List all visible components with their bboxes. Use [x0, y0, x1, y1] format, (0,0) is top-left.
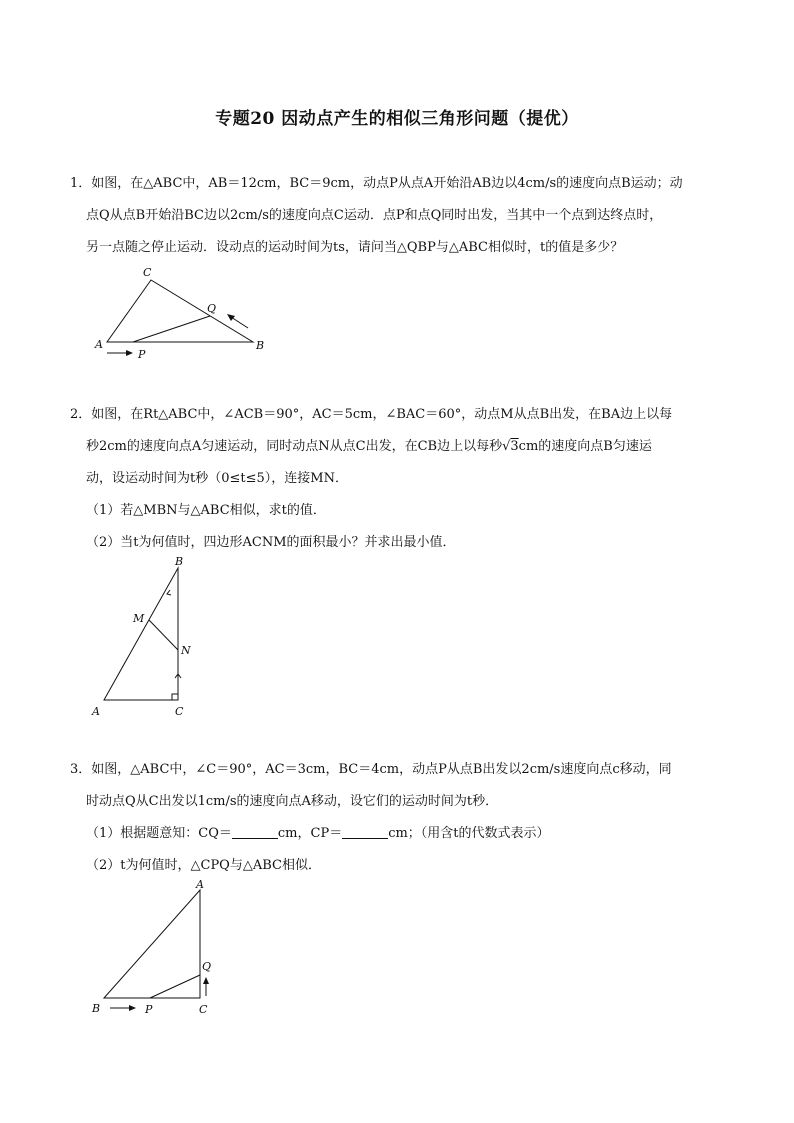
subquestion: cm，CP＝	[277, 826, 343, 841]
arrowhead-icon	[203, 977, 209, 984]
subquestion: cm；（用含t的代数式表示）	[388, 826, 550, 841]
arrowhead-icon	[129, 1005, 136, 1011]
label-p: P	[138, 348, 146, 361]
figure-1-triangle	[85, 262, 275, 362]
problem-text-line: 时动点Q从C出发以1cm/s的速度向点A移动，设它们的运动时间为t秒．	[86, 794, 499, 809]
problem-number: 1．	[70, 176, 92, 191]
label-b: B	[175, 555, 184, 568]
segment-pq	[133, 316, 210, 342]
triangle-abc	[107, 280, 253, 342]
figure-3-triangle	[88, 876, 228, 1022]
problem-text-line: 点Q从点B开始沿BC边以2cm/s的速度向点C运动．点P和点Q同时出发，当其中一个点到达终点时，	[86, 208, 663, 223]
label-m: M	[133, 612, 145, 625]
label-c: C	[199, 1003, 208, 1016]
label-a: A	[196, 878, 204, 891]
label-a: A	[95, 338, 103, 351]
arrowhead-icon	[126, 350, 133, 356]
problem-number: 2．	[70, 407, 92, 422]
arrow-m-icon	[167, 590, 171, 595]
arrowhead-icon	[227, 314, 235, 321]
problem-text-line: cm的速度向点B匀速运	[518, 439, 652, 454]
segment-pq	[150, 975, 200, 998]
label-c: C	[143, 266, 152, 279]
subquestion: （1）根据题意知：CQ＝	[86, 826, 232, 841]
problem-text-line: 如图，在△ABC中，AB＝12cm，BC＝9cm，动点P从点A开始沿AB边以4cm/s的速度向点B运动；动	[91, 176, 683, 191]
problem-text-line: 如图，在Rt△ABC中，∠ACB＝90°，AC＝5cm，∠BAC＝60°，动点M从点B出发，在BA边上以每	[91, 407, 673, 422]
page-title: 专题20 因动点产生的相似三角形问题（提优）	[215, 109, 579, 129]
sqrt-symbol: √	[502, 439, 511, 454]
problem-text-line: 如图，△ABC中，∠C＝90°，AC＝3cm，BC＝4cm，动点P从点B出发以2cm/s速度向点c移动，同	[91, 762, 672, 777]
label-p: P	[145, 1003, 153, 1016]
sqrt-radicand: 3	[510, 439, 519, 454]
label-b: B	[92, 1002, 101, 1015]
subquestion: （1）若△MBN与△ABC相似，求t的值．	[86, 503, 326, 518]
problem-text-line: 秒2cm的速度向点A匀速运动，同时动点N从点C出发，在CB边上以每秒	[86, 439, 503, 454]
arrow-q-icon	[231, 317, 248, 328]
label-a: A	[92, 705, 100, 718]
label-q: Q	[207, 302, 217, 315]
right-angle-mark-icon	[172, 694, 178, 700]
problem-number: 3．	[70, 762, 92, 777]
answer-blank-cq[interactable]	[232, 826, 278, 839]
answer-blank-cp[interactable]	[342, 826, 388, 839]
subquestion: （2）当t为何值时，四边形ACNM的面积最小？并求出最小值．	[86, 535, 456, 550]
label-n: N	[181, 644, 191, 657]
subquestion: （2）t为何值时，△CPQ与△ABC相似．	[86, 858, 321, 873]
triangle-abc	[104, 568, 178, 700]
label-b: B	[256, 339, 265, 352]
problem-text-line: 动，设运动时间为t秒（0≤t≤5），连接MN．	[86, 471, 348, 486]
segment-mn	[149, 620, 178, 650]
figure-2-triangle	[88, 554, 198, 720]
label-c: C	[175, 705, 184, 718]
problem-text-line: 另一点随之停止运动．设动点的运动时间为ts，请问当△QBP与△ABC相似时，t的值是多少？	[86, 240, 624, 255]
label-q: Q	[202, 960, 212, 973]
